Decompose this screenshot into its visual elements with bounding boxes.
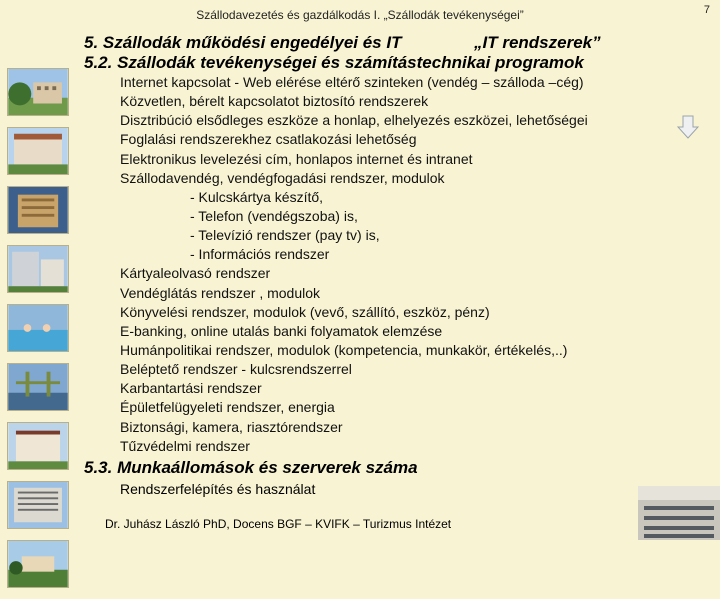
slide-header: Szállodavezetés és gazdálkodás I. „Szállodák tevékenységei” [196,8,524,22]
list-item: E-banking, online utalás banki folyamatok elemzése [120,322,443,339]
hotel-photo-9 [7,540,69,588]
main-title-left: 5. Szállodák működési engedélyei és IT [84,33,402,52]
list-item: Szállodavendég, vendégfogadási rendszer, modulok [120,169,445,186]
section3-line: Rendszerfelépítés és használat [120,481,316,497]
hotel-photo-5 [7,304,69,352]
list-item: Tűzvédelmi rendszer [120,437,250,454]
list-item: Karbantartási rendszer [120,380,262,397]
list-item: Kártyaleolvasó rendszer [120,265,271,282]
list-item: Foglalási rendszerekhez csatlakozási lehetőség [120,131,417,148]
hotel-photo-6 [7,363,69,411]
section3-title: 5.3. Munkaállomások és szerverek száma [84,458,418,477]
list-item: Humánpolitikai rendszer, modulok (kompetencia, munkakör, értékelés,..) [120,341,568,358]
sub-list-item: - Televízió rendszer (pay tv) is, [190,227,380,244]
page-number: 7 [703,4,710,16]
hotel-photo-8 [7,481,69,529]
item-list [120,73,588,456]
down-arrow-icon [677,115,699,139]
list-item: Vendéglátás rendszer , modulok [120,284,321,301]
list-item: Internet kapcsolat - Web elérése eltérő szinteken (vendég – szálloda –cég) [120,74,584,90]
list-item: Biztonsági, kamera, riasztórendszer [120,418,343,435]
conference-room-photo [638,486,720,540]
footer: Dr. Juhász László PhD, Docens BGF – KVIFK – Turizmus Intézet [105,517,452,531]
list-item: Elektronikus levelezési cím, honlapos internet és intranet [120,150,473,167]
hotel-photo-7 [7,422,69,470]
hotel-photo-4 [7,245,69,293]
sub-list-item: - Telefon (vendégszoba) is, [190,207,358,224]
list-item: Közvetlen, bérelt kapcsolatot biztosító rendszerek [120,93,429,110]
subtitle: 5.2. Szállodák tevékenységei és számítástechnikai programok [84,53,584,72]
hotel-photo-3 [7,186,69,234]
sub-list-item: - Kulcskártya készítő, [190,188,324,205]
list-item: Épületfelügyeleti rendszer, energia [120,399,335,416]
main-title-right: „IT rendszerek” [474,33,601,52]
main-title [84,33,601,53]
hotel-photo-2 [7,127,69,175]
list-item: Disztribúció elsődleges eszköze a honlap, elhelyezés eszközei, lehetőségei [120,112,588,129]
sub-list-item: - Információs rendszer [190,246,330,263]
list-item: Könyvelési rendszer, modulok (vevő, szállító, eszköz, pénz) [120,303,490,320]
hotel-photo-1 [7,68,69,116]
list-item: Beléptető rendszer - kulcsrendszerrel [120,361,352,378]
photo-sidebar [7,68,69,599]
